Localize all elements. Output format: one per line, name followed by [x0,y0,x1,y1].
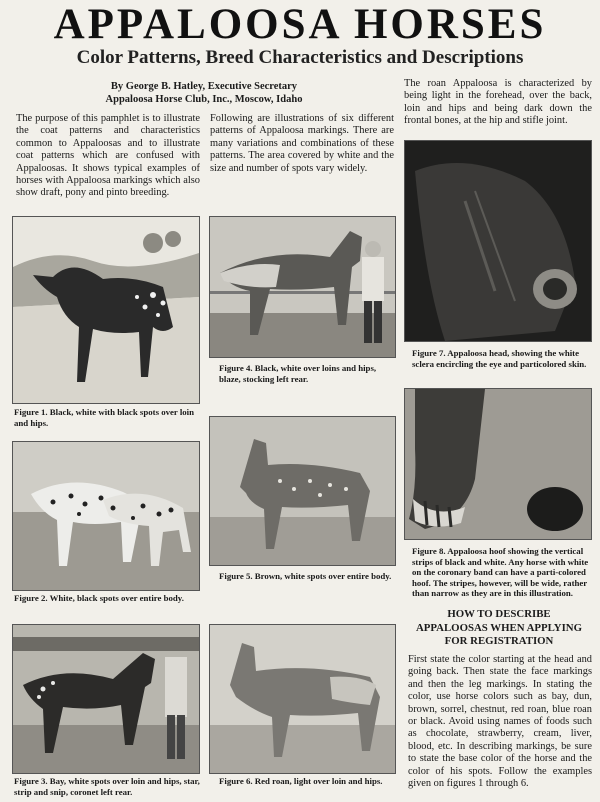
byline-author: By George B. Hatley, Executive Secretary [110,81,298,92]
figure-3-photo [12,624,200,774]
figure-4-caption: Figure 4. Black, white over loins and hips, blaze, stocking left rear. [219,363,377,384]
figure-1-illustration [12,216,200,404]
byline-organization: Appaloosa Horse Club, Inc., Moscow, Idaho [105,94,303,105]
intro-column-2: Following are illustrations of six different patterns of Appaloosa markings. There are many variations and combinations of these patterns. The area covered by white and the size and number of spots vary widely. [210,113,394,174]
section-body: First state the color starting at the head and going back. Then state the face markings and then the leg markings. In stating the color, use horse colors such as bay, dun, brown, sorrel, chestnut, red roan, blue roan or black. Avoid using names of foods such as chocolate, strawberry, cream, liver, blood, etc. In describing markings, be sure to state the base color of the horse and the color of his spots. Follow the examples given on figures 1 through 6. [408,654,592,790]
intro-column-1: The purpose of this pamphlet is to illustrate the coat patterns and characteristics common to Appaloosas and to illustrate coat patterns which are confused with Appaloosas. It shows typical examples of horses with Appaloosa markings which also show draft, pony and pinto breeding. [16,113,200,199]
section-heading-line-2: APPALOOSAS WHEN APPLYING [416,621,582,634]
figure-1-caption: Figure 1. Black, white with black spots over loin and hips. [14,407,195,428]
figure-8-photo [404,388,592,540]
figure-7-photo [404,140,592,342]
section-heading [404,608,594,649]
figure-7-caption: Figure 7. Appaloosa head, showing the white sclera encircling the eye and particolored skin. [412,348,587,369]
figure-6-caption: Figure 6. Red roan, light over loin and hips. [219,776,383,786]
figure-4-photo [209,216,396,358]
page-title: APPALOOSA HORSES [53,1,547,48]
figure-2-caption: Figure 2. White, black spots over entire body. [14,593,184,603]
figure-6-photo [209,624,396,774]
figure-5-photo [209,416,396,566]
figure-2-photo [12,441,200,591]
intro-column-3: The roan Appaloosa is characterized by being light in the forehead, over the back, loin and hips and being dark down the frontal bones, at the hip and stifle joint. [404,78,592,127]
section-heading-line-3: FOR REGISTRATION [444,635,554,647]
page-subtitle: Color Patterns, Breed Characteristics and Descriptions [76,47,524,68]
figure-5-caption: Figure 5. Brown, white spots over entire body. [219,571,392,581]
byline [84,80,324,106]
section-heading-line-1: HOW TO DESCRIBE [447,608,551,620]
figure-8-caption: Figure 8. Appaloosa hoof showing the vertical strips of black and white. Any horse with white on the coronary band can have a parti-colored hoof. The stripes, however, will be wide, rather than narrow as they are in this illustration. [412,546,589,598]
figure-3-caption: Figure 3. Bay, white spots over loin and hips, star, strip and snip, coronet left rear. [14,776,200,797]
